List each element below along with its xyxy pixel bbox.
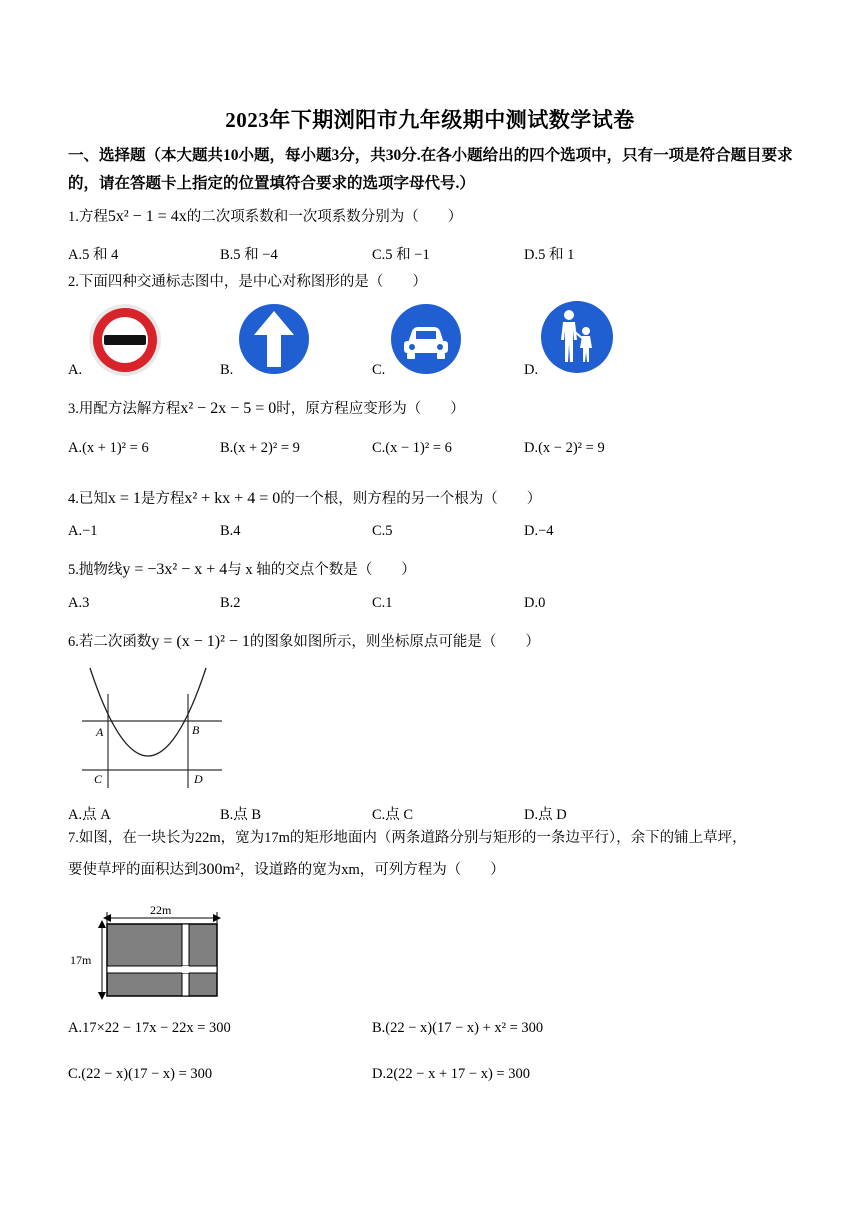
sign-c-label: C. (372, 362, 386, 378)
question-1 (68, 205, 462, 226)
question-4 (68, 487, 541, 508)
question-6-prefix: 6.若二次函数 (68, 634, 152, 650)
question-4-option-c: C.5 (372, 523, 393, 539)
question-4-root: x = 1 (107, 490, 141, 507)
question-5-equation: y = −3x² − x + 4 (122, 561, 228, 578)
question-7-line-1: 7.如图，在一块长为22m，宽为17m的矩形地面内（两条道路分别与矩形的一条边平行），余下的铺上草坪， (68, 830, 747, 846)
question-5-prefix: 5.抛物线 (68, 562, 123, 578)
question-5-option-c: C.1 (372, 595, 393, 611)
question-3-option-a: A.(x + 1)² = 6 (68, 440, 149, 456)
question-1-prefix: 1.方程 (68, 209, 108, 225)
question-7-option-a: A.17×22 − 17x − 22x = 300 (68, 1020, 231, 1036)
question-7-line-2-suffix: ，设道路的宽为xm，可列方程为（ ） (239, 862, 505, 878)
question-3-option-b: B.(x + 2)² = 9 (220, 440, 300, 456)
question-6-option-d: D.点 D (524, 807, 567, 823)
sign-a-label: A. (68, 362, 83, 378)
question-4-prefix: 4.已知 (68, 491, 108, 507)
figure-label-b: B (192, 723, 200, 737)
question-6-option-a: A.点 A (68, 807, 111, 823)
question-5-option-a: A.3 (68, 595, 90, 611)
question-1-option-b: B.5 和 −4 (220, 247, 278, 263)
question-4-option-b: B.4 (220, 523, 241, 539)
question-4-option-d: D.−4 (524, 523, 554, 539)
sign-b-label: B. (220, 362, 234, 378)
question-1-suffix: 的二次项系数和一次项系数分别为（ ） (186, 209, 463, 225)
figure-label-c: C (94, 772, 103, 786)
pedestrian-sign-icon (540, 300, 614, 374)
question-4-equation: x² + kx + 4 = 0 (184, 490, 281, 507)
no-entry-sign-icon (88, 303, 162, 377)
question-3 (68, 397, 465, 418)
rectangle-road-figure (70, 900, 230, 1004)
figure-label-a: A (96, 725, 104, 739)
question-7-option-d: D.2(22 − x + 17 − x) = 300 (372, 1066, 530, 1082)
question-1-equation: 5x² − 1 = 4x (107, 208, 187, 225)
question-3-option-d: D.(x − 2)² = 9 (524, 440, 605, 456)
question-7 (68, 822, 803, 886)
parabola-figure (78, 664, 228, 796)
question-3-suffix: 时，原方程应变形为（ ） (276, 401, 465, 417)
question-7-option-c: C.(22 − x)(17 − x) = 300 (68, 1066, 213, 1082)
question-5 (68, 558, 416, 579)
question-6-option-b: B.点 B (220, 807, 262, 823)
car-sign-icon (390, 303, 462, 375)
question-7-option-b: B.(22 − x)(17 − x) + x² = 300 (372, 1020, 544, 1036)
figure-height-label: 17m (70, 953, 92, 967)
question-7-line-2 (68, 854, 803, 886)
question-1-option-c: C.5 和 −1 (372, 247, 430, 263)
question-3-option-c: C.(x − 1)² = 6 (372, 440, 452, 456)
question-4-option-a: A.−1 (68, 523, 98, 539)
question-7-area: 300m² (198, 861, 240, 878)
question-2: 2.下面四种交通标志图中，是中心对称图形的是（ ） (68, 274, 427, 290)
question-7-line-2-prefix: 要使草坪的面积达到 (68, 862, 199, 878)
question-6 (68, 630, 540, 651)
figure-label-d: D (194, 772, 203, 786)
question-3-prefix: 3.用配方法解方程 (68, 401, 181, 417)
section-heading: 一、选择题（本大题共10小题，每小题3分，共30分.在各小题给出的四个选项中，只有一项是符合题目要求的，请在答题卡上指定的位置填符合要求的选项字母代号.） (68, 147, 793, 192)
question-5-option-b: B.2 (220, 595, 241, 611)
question-6-equation: y = (x − 1)² − 1 (151, 633, 250, 650)
question-5-suffix: 与 x 轴的交点个数是（ ） (227, 562, 416, 578)
question-5-option-d: D.0 (524, 595, 546, 611)
figure-width-label: 22m (150, 903, 172, 917)
question-6-option-c: C.点 C (372, 807, 414, 823)
straight-ahead-arrow-sign-icon (238, 303, 310, 375)
sign-d-label: D. (524, 362, 539, 378)
question-1-option-a: A.5 和 4 (68, 247, 119, 263)
exam-title: 2023年下期浏阳市九年级期中测试数学试卷 (225, 108, 635, 132)
question-4-suffix: 的一个根，则方程的另一个根为（ ） (280, 491, 542, 507)
question-6-suffix: 的图象如图所示，则坐标原点可能是（ ） (249, 634, 540, 650)
question-1-option-d: D.5 和 1 (524, 247, 575, 263)
question-3-equation: x² − 2x − 5 = 0 (180, 400, 277, 417)
question-4-middle: 是方程 (140, 491, 185, 507)
